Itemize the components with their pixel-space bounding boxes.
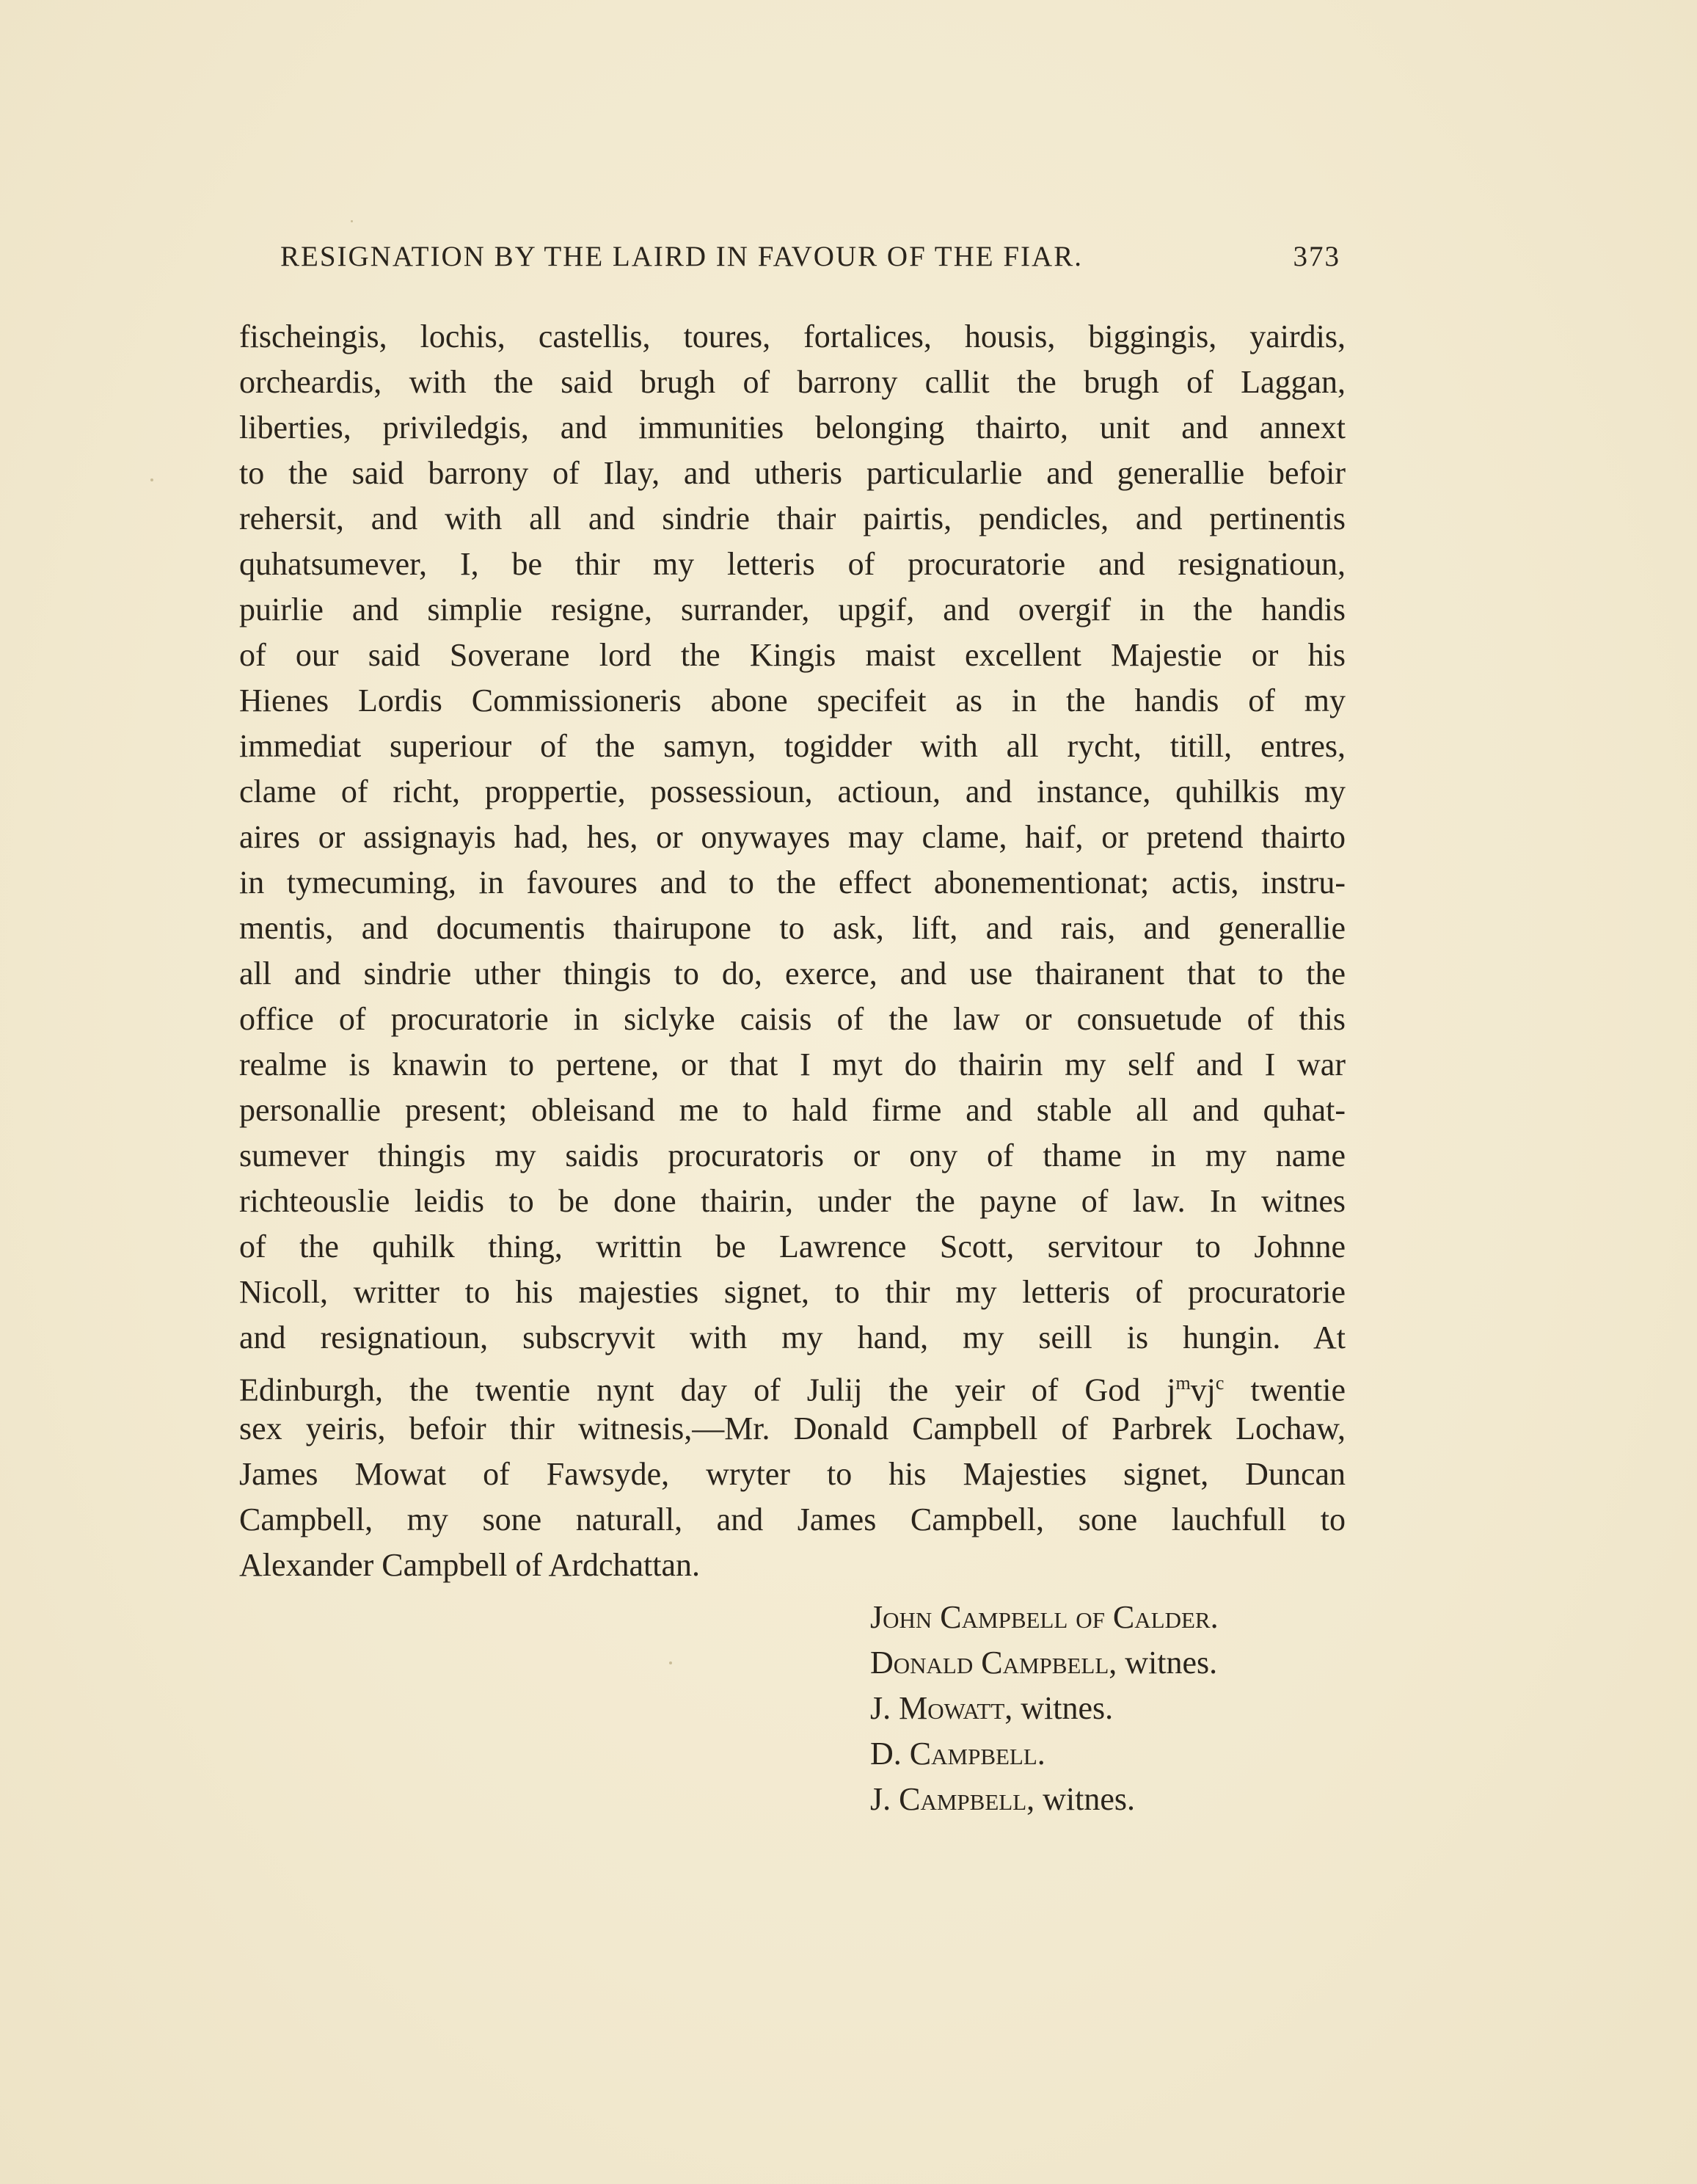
- signatory-role: witnes.: [1012, 1690, 1114, 1726]
- signatory-name: J. Campbell,: [870, 1781, 1035, 1817]
- page-number: 373: [1293, 241, 1340, 272]
- paper-speck: [669, 1661, 672, 1664]
- text-line: Campbell, my sone naturall, and James Campbell, sone lauchfull to: [239, 1502, 1346, 1537]
- text-line: clame of richt, proppertie, possessioun, actioun, and instance, quhilkis my: [239, 774, 1346, 809]
- text-line: in tymecuming, in favoures and to the effect abonementionat; actis, instru-: [239, 864, 1346, 900]
- signatory-role: witnes.: [1034, 1781, 1136, 1817]
- text-line: to the said barrony of Ilay, and utheris particularlie and generallie befoir: [239, 455, 1346, 491]
- signature-line: [870, 1595, 1219, 1640]
- text-line: orcheardis, with the said brugh of barrony callit the brugh of Laggan,: [239, 364, 1346, 400]
- text-line: office of procuratorie in siclyke caisis of the law or consuetude of this: [239, 1001, 1346, 1037]
- text-line: immediat superiour of the samyn, togidder with all rycht, titill, entres,: [239, 728, 1346, 764]
- text-line: of our said Soverane lord the Kingis maist excellent Majestie or his: [239, 637, 1346, 673]
- signature-line: [870, 1731, 1219, 1777]
- body-text: [239, 314, 1346, 1588]
- signature-line: [870, 1640, 1219, 1686]
- text-line: liberties, priviledgis, and immunities belonging thairto, unit and annext: [239, 410, 1346, 445]
- signature-block: [870, 1595, 1219, 1822]
- text-line: Nicoll, writter to his majesties signet, to thir my letteris of procuratorie: [239, 1274, 1346, 1310]
- signatory-name: D. Campbell.: [870, 1736, 1045, 1772]
- text-line: realme is knawin to pertene, or that I myt do thairin my self and I war: [239, 1046, 1346, 1082]
- text-line: James Mowat of Fawsyde, wryter to his Majesties signet, Duncan: [239, 1456, 1346, 1492]
- date-text-before: Edinburgh, the twentie nynt day of Julij the yeir of God j: [239, 1372, 1176, 1408]
- text-line-final: Alexander Campbell of Ardchattan.: [239, 1547, 701, 1583]
- text-line: and resignatioun, subscryvit with my hand, my seill is hungin. At: [239, 1320, 1346, 1355]
- paper-speck: [150, 478, 153, 481]
- text-line: mentis, and documentis thairupone to ask, lift, and rais, and generallie: [239, 910, 1346, 946]
- signatory-name: J. Mowatt,: [870, 1690, 1013, 1726]
- signature-line: [870, 1777, 1219, 1822]
- text-line: rehersit, and with all and sindrie thair pairtis, pendicles, and pertinentis: [239, 500, 1346, 536]
- text-line: quhatsumever, I, be thir my letteris of procuratorie and resignatioun,: [239, 546, 1346, 582]
- signature-line: [870, 1686, 1219, 1731]
- text-line: sex yeiris, befoir thir witnesis,—Mr. Donald Campbell of Parbrek Lochaw,: [239, 1410, 1346, 1446]
- text-line: all and sindrie uther thingis to do, exerce, and use thairanent that to the: [239, 956, 1346, 991]
- text-line: fischeingis, lochis, castellis, toures, fortalices, housis, biggingis, yairdis,: [239, 318, 1346, 354]
- superscript-m: m: [1175, 1372, 1191, 1394]
- text-line: of the quhilk thing, writtin be Lawrence Scott, servitour to Johnne: [239, 1228, 1346, 1264]
- text-line: aires or assignayis had, hes, or onywayes may clame, haif, or pretend thairto: [239, 819, 1346, 855]
- date-text-mid: vj: [1190, 1372, 1216, 1408]
- text-line: sumever thingis my saidis procuratoris or ony of thame in my name: [239, 1138, 1346, 1173]
- superscript-c: c: [1215, 1372, 1225, 1394]
- signatory-name: Donald Campbell,: [870, 1645, 1117, 1681]
- text-line-date: [239, 1361, 1346, 1406]
- text-line: Hienes Lordis Commissioneris abone specifeit as in the handis of my: [239, 682, 1346, 718]
- text-line: personallie present; obleisand me to hald firme and stable all and quhat-: [239, 1092, 1346, 1128]
- signatory-role: witnes.: [1117, 1645, 1218, 1681]
- date-text-after: twentie: [1224, 1372, 1346, 1408]
- text-line: richteouslie leidis to be done thairin, under the payne of law. In witnes: [239, 1183, 1346, 1219]
- running-head: [280, 233, 1340, 280]
- text-line: puirlie and simplie resigne, surrander, upgif, and overgif in the handis: [239, 592, 1346, 627]
- paper-speck: [351, 220, 353, 222]
- signatory-name: John Campbell of Calder.: [870, 1599, 1219, 1635]
- running-head-title: RESIGNATION BY THE LAIRD IN FAVOUR OF THE FIAR.: [280, 241, 1083, 272]
